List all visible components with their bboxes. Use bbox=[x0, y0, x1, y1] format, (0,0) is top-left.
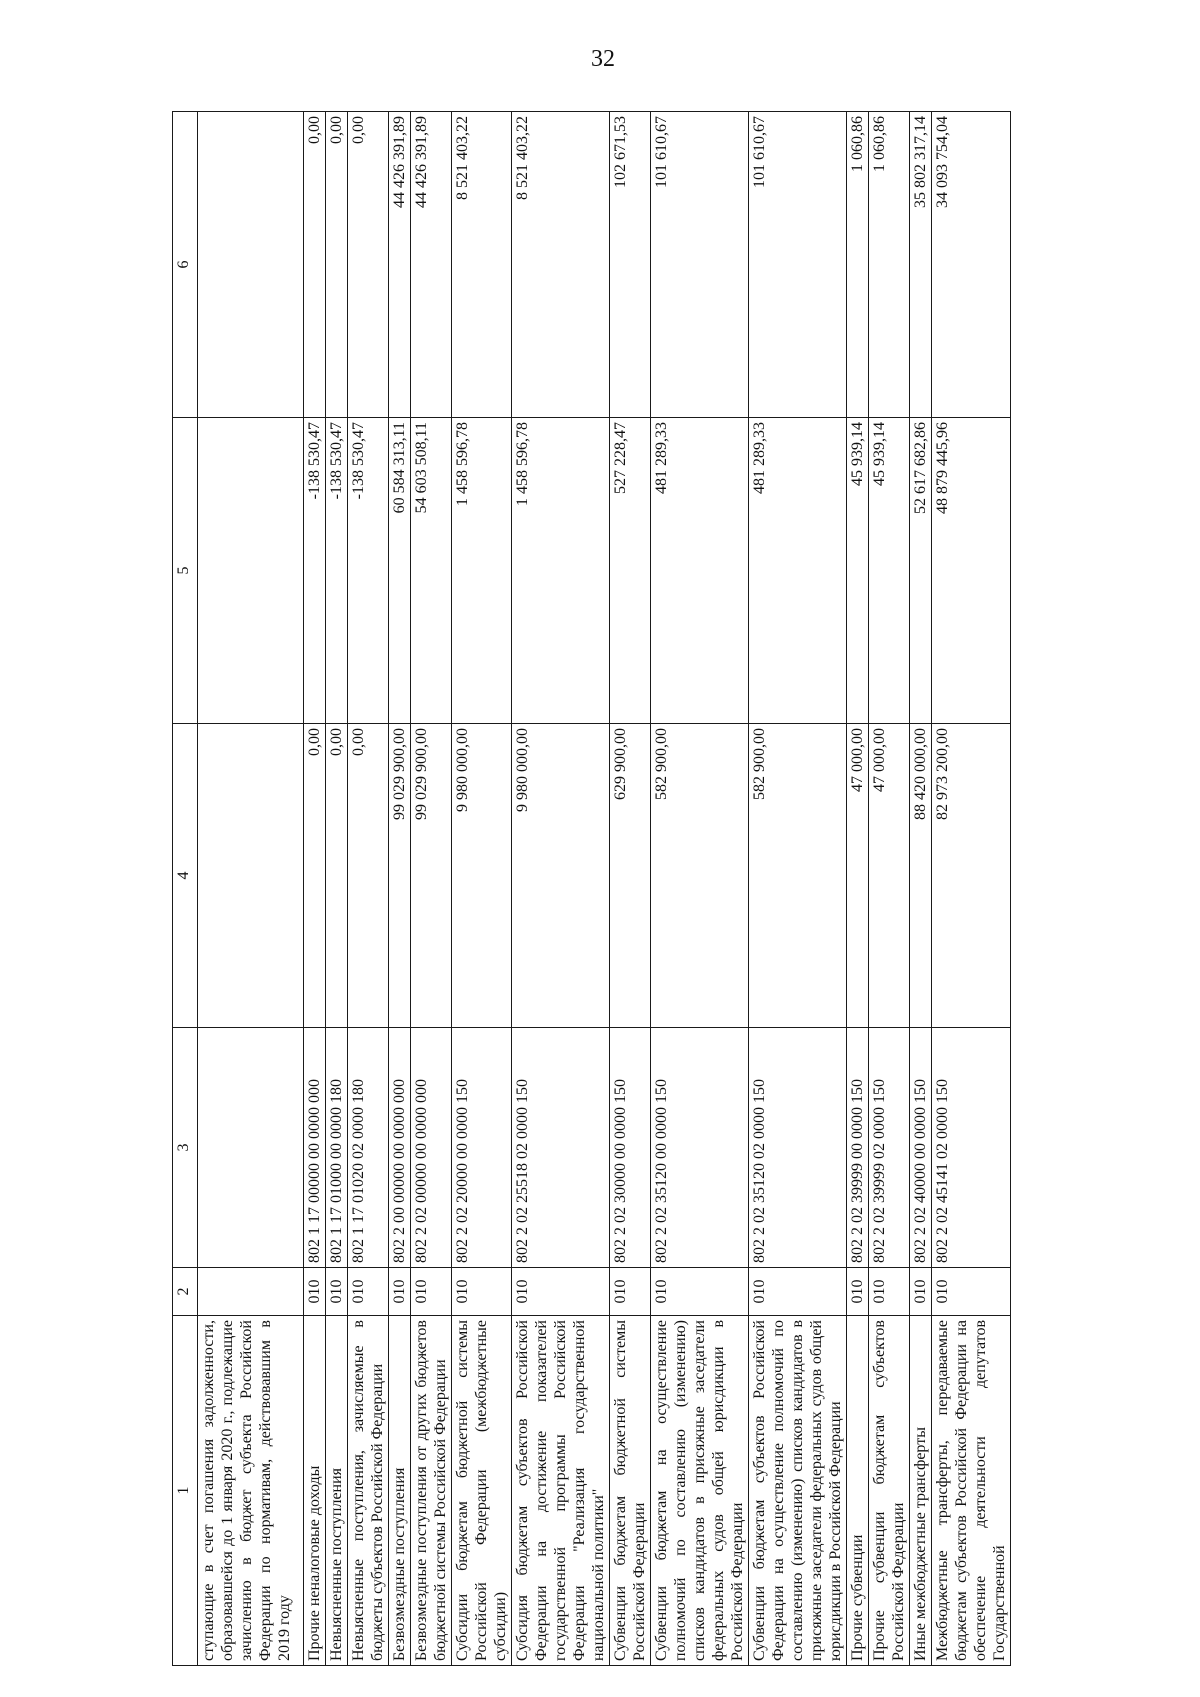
row-value-4: 582 900,00 bbox=[749, 724, 847, 1028]
table-row bbox=[411, 112, 452, 1666]
row-value-5 bbox=[198, 418, 304, 724]
row-kbk: 802 2 02 20000 00 0000 150 bbox=[452, 1028, 512, 1268]
row-value-5: 1 458 596,78 bbox=[452, 418, 512, 724]
row-value-4: 0,00 bbox=[348, 724, 389, 1028]
row-kbk: 802 2 00 00000 00 0000 000 bbox=[389, 1028, 411, 1268]
row-name: ступающие в счет погашения задолженности, образовавшейся до 1 января 2020 г., подлежащие зачислению в бюджет субъекта Российской Федерации по нормативам, действовавшим в 2019 году bbox=[198, 1316, 304, 1666]
row-code: 010 bbox=[326, 1268, 348, 1316]
row-value-6: 44 426 391,89 bbox=[411, 112, 452, 418]
row-value-6: 0,00 bbox=[326, 112, 348, 418]
table-row bbox=[452, 112, 512, 1666]
row-value-5: 1 458 596,78 bbox=[512, 418, 610, 724]
column-header: 5 bbox=[173, 418, 198, 724]
budget-table bbox=[172, 111, 1011, 1666]
row-name: Прочие субвенции бюджетам субъектов Российской Федерации bbox=[869, 1316, 910, 1666]
row-name: Безвозмездные поступления bbox=[389, 1316, 411, 1666]
table-row bbox=[610, 112, 651, 1666]
row-name: Невыясненные поступления bbox=[326, 1316, 348, 1666]
page-number: 32 bbox=[591, 46, 615, 72]
row-kbk: 802 2 02 39999 02 0000 150 bbox=[869, 1028, 910, 1268]
row-value-6: 8 521 403,22 bbox=[452, 112, 512, 418]
row-kbk: 802 2 02 45141 02 0000 150 bbox=[932, 1028, 1011, 1268]
row-value-6: 1 060,86 bbox=[847, 112, 869, 418]
row-name: Невыясненные поступления, зачисляемые в бюджеты субъектов Российской Федерации bbox=[348, 1316, 389, 1666]
row-value-6: 102 671,53 bbox=[610, 112, 651, 418]
row-code: 010 bbox=[847, 1268, 869, 1316]
column-header: 3 bbox=[173, 1028, 198, 1268]
row-value-5: -138 530,47 bbox=[326, 418, 348, 724]
row-value-5: -138 530,47 bbox=[348, 418, 389, 724]
row-value-5: 60 584 313,11 bbox=[389, 418, 411, 724]
row-code bbox=[198, 1268, 304, 1316]
row-value-4: 99 029 900,00 bbox=[411, 724, 452, 1028]
row-code: 010 bbox=[389, 1268, 411, 1316]
column-header: 4 bbox=[173, 724, 198, 1028]
table-row bbox=[847, 112, 869, 1666]
row-value-4 bbox=[198, 724, 304, 1028]
row-value-6: 44 426 391,89 bbox=[389, 112, 411, 418]
row-code: 010 bbox=[411, 1268, 452, 1316]
row-code: 010 bbox=[452, 1268, 512, 1316]
row-name: Субвенции бюджетам субъектов Российской Федерации на осуществление полномочий по составлению (изменению) списков кандидатов в присяжные заседатели федеральных судов общей юрисдикции в Российской Федерации bbox=[749, 1316, 847, 1666]
row-name: Прочие неналоговые доходы bbox=[304, 1316, 326, 1666]
table-row bbox=[326, 112, 348, 1666]
row-value-6: 0,00 bbox=[348, 112, 389, 418]
row-value-6: 101 610,67 bbox=[749, 112, 847, 418]
table-row bbox=[749, 112, 847, 1666]
row-value-5: 52 617 682,86 bbox=[910, 418, 932, 724]
row-value-5: 527 228,47 bbox=[610, 418, 651, 724]
table-row bbox=[651, 112, 749, 1666]
table-row bbox=[932, 112, 1011, 1666]
row-value-5: 45 939,14 bbox=[847, 418, 869, 724]
row-value-5: 481 289,33 bbox=[749, 418, 847, 724]
table-row bbox=[512, 112, 610, 1666]
row-value-5: -138 530,47 bbox=[304, 418, 326, 724]
row-value-5: 481 289,33 bbox=[651, 418, 749, 724]
row-kbk: 802 2 02 30000 00 0000 150 bbox=[610, 1028, 651, 1268]
row-kbk: 802 1 17 01020 02 0000 180 bbox=[348, 1028, 389, 1268]
row-name: Межбюджетные трансферты, передаваемые бюджетам субъектов Российской Федерации на обеспечение деятельности депутатов Государственной bbox=[932, 1316, 1011, 1666]
row-value-6: 34 093 754,04 bbox=[932, 112, 1011, 418]
row-name: Безвозмездные поступления от других бюджетов бюджетной системы Российской Федерации bbox=[411, 1316, 452, 1666]
row-kbk: 802 2 02 39999 00 0000 150 bbox=[847, 1028, 869, 1268]
row-value-5: 45 939,14 bbox=[869, 418, 910, 724]
row-code: 010 bbox=[610, 1268, 651, 1316]
row-value-4: 47 000,00 bbox=[869, 724, 910, 1028]
row-kbk: 802 2 02 40000 00 0000 150 bbox=[910, 1028, 932, 1268]
row-code: 010 bbox=[910, 1268, 932, 1316]
row-value-4: 99 029 900,00 bbox=[389, 724, 411, 1028]
row-code: 010 bbox=[348, 1268, 389, 1316]
row-value-6: 0,00 bbox=[304, 112, 326, 418]
row-kbk bbox=[198, 1028, 304, 1268]
row-value-4: 47 000,00 bbox=[847, 724, 869, 1028]
table-header-row bbox=[173, 112, 198, 1666]
row-code: 010 bbox=[304, 1268, 326, 1316]
table-row bbox=[304, 112, 326, 1666]
row-value-4: 0,00 bbox=[326, 724, 348, 1028]
table-row bbox=[389, 112, 411, 1666]
row-value-6: 8 521 403,22 bbox=[512, 112, 610, 418]
row-code: 010 bbox=[651, 1268, 749, 1316]
rotated-table-container bbox=[172, 112, 1122, 1666]
row-value-4: 629 900,00 bbox=[610, 724, 651, 1028]
row-kbk: 802 2 02 00000 00 0000 000 bbox=[411, 1028, 452, 1268]
row-name: Иные межбюджетные трансферты bbox=[910, 1316, 932, 1666]
row-value-6: 101 610,67 bbox=[651, 112, 749, 418]
column-header: 6 bbox=[173, 112, 198, 418]
row-value-4: 9 980 000,00 bbox=[452, 724, 512, 1028]
row-kbk: 802 2 02 35120 00 0000 150 bbox=[651, 1028, 749, 1268]
row-name: Субвенции бюджетам бюджетной системы Российской Федерации bbox=[610, 1316, 651, 1666]
row-value-6 bbox=[198, 112, 304, 418]
row-kbk: 802 2 02 25518 02 0000 150 bbox=[512, 1028, 610, 1268]
row-value-4: 82 973 200,00 bbox=[932, 724, 1011, 1028]
table-row bbox=[869, 112, 910, 1666]
row-value-4: 88 420 000,00 bbox=[910, 724, 932, 1028]
row-name: Субсидия бюджетам субъектов Российской Федерации на достижение показателей государственной программы Российской Федерации "Реализация государственной национальной политики" bbox=[512, 1316, 610, 1666]
row-kbk: 802 1 17 00000 00 0000 000 bbox=[304, 1028, 326, 1268]
row-value-5: 54 603 508,11 bbox=[411, 418, 452, 724]
row-code: 010 bbox=[932, 1268, 1011, 1316]
table-row bbox=[910, 112, 932, 1666]
row-value-6: 35 802 317,14 bbox=[910, 112, 932, 418]
column-header: 2 bbox=[173, 1268, 198, 1316]
row-value-4: 0,00 bbox=[304, 724, 326, 1028]
row-value-5: 48 879 445,96 bbox=[932, 418, 1011, 724]
row-code: 010 bbox=[512, 1268, 610, 1316]
row-value-4: 9 980 000,00 bbox=[512, 724, 610, 1028]
row-code: 010 bbox=[869, 1268, 910, 1316]
row-value-4: 582 900,00 bbox=[651, 724, 749, 1028]
row-kbk: 802 1 17 01000 00 0000 180 bbox=[326, 1028, 348, 1268]
row-value-6: 1 060,86 bbox=[869, 112, 910, 418]
table-row bbox=[198, 112, 304, 1666]
row-name: Прочие субвенции bbox=[847, 1316, 869, 1666]
row-name: Субвенции бюджетам на осуществление полномочий по составлению (изменению) списков кандидатов в присяжные заседатели федеральных судов общей юрисдикции в Российской Федерации bbox=[651, 1316, 749, 1666]
table-row bbox=[348, 112, 389, 1666]
row-kbk: 802 2 02 35120 02 0000 150 bbox=[749, 1028, 847, 1268]
column-header: 1 bbox=[173, 1316, 198, 1666]
row-code: 010 bbox=[749, 1268, 847, 1316]
row-name: Субсидии бюджетам бюджетной системы Российской Федерации (межбюджетные субсидии) bbox=[452, 1316, 512, 1666]
